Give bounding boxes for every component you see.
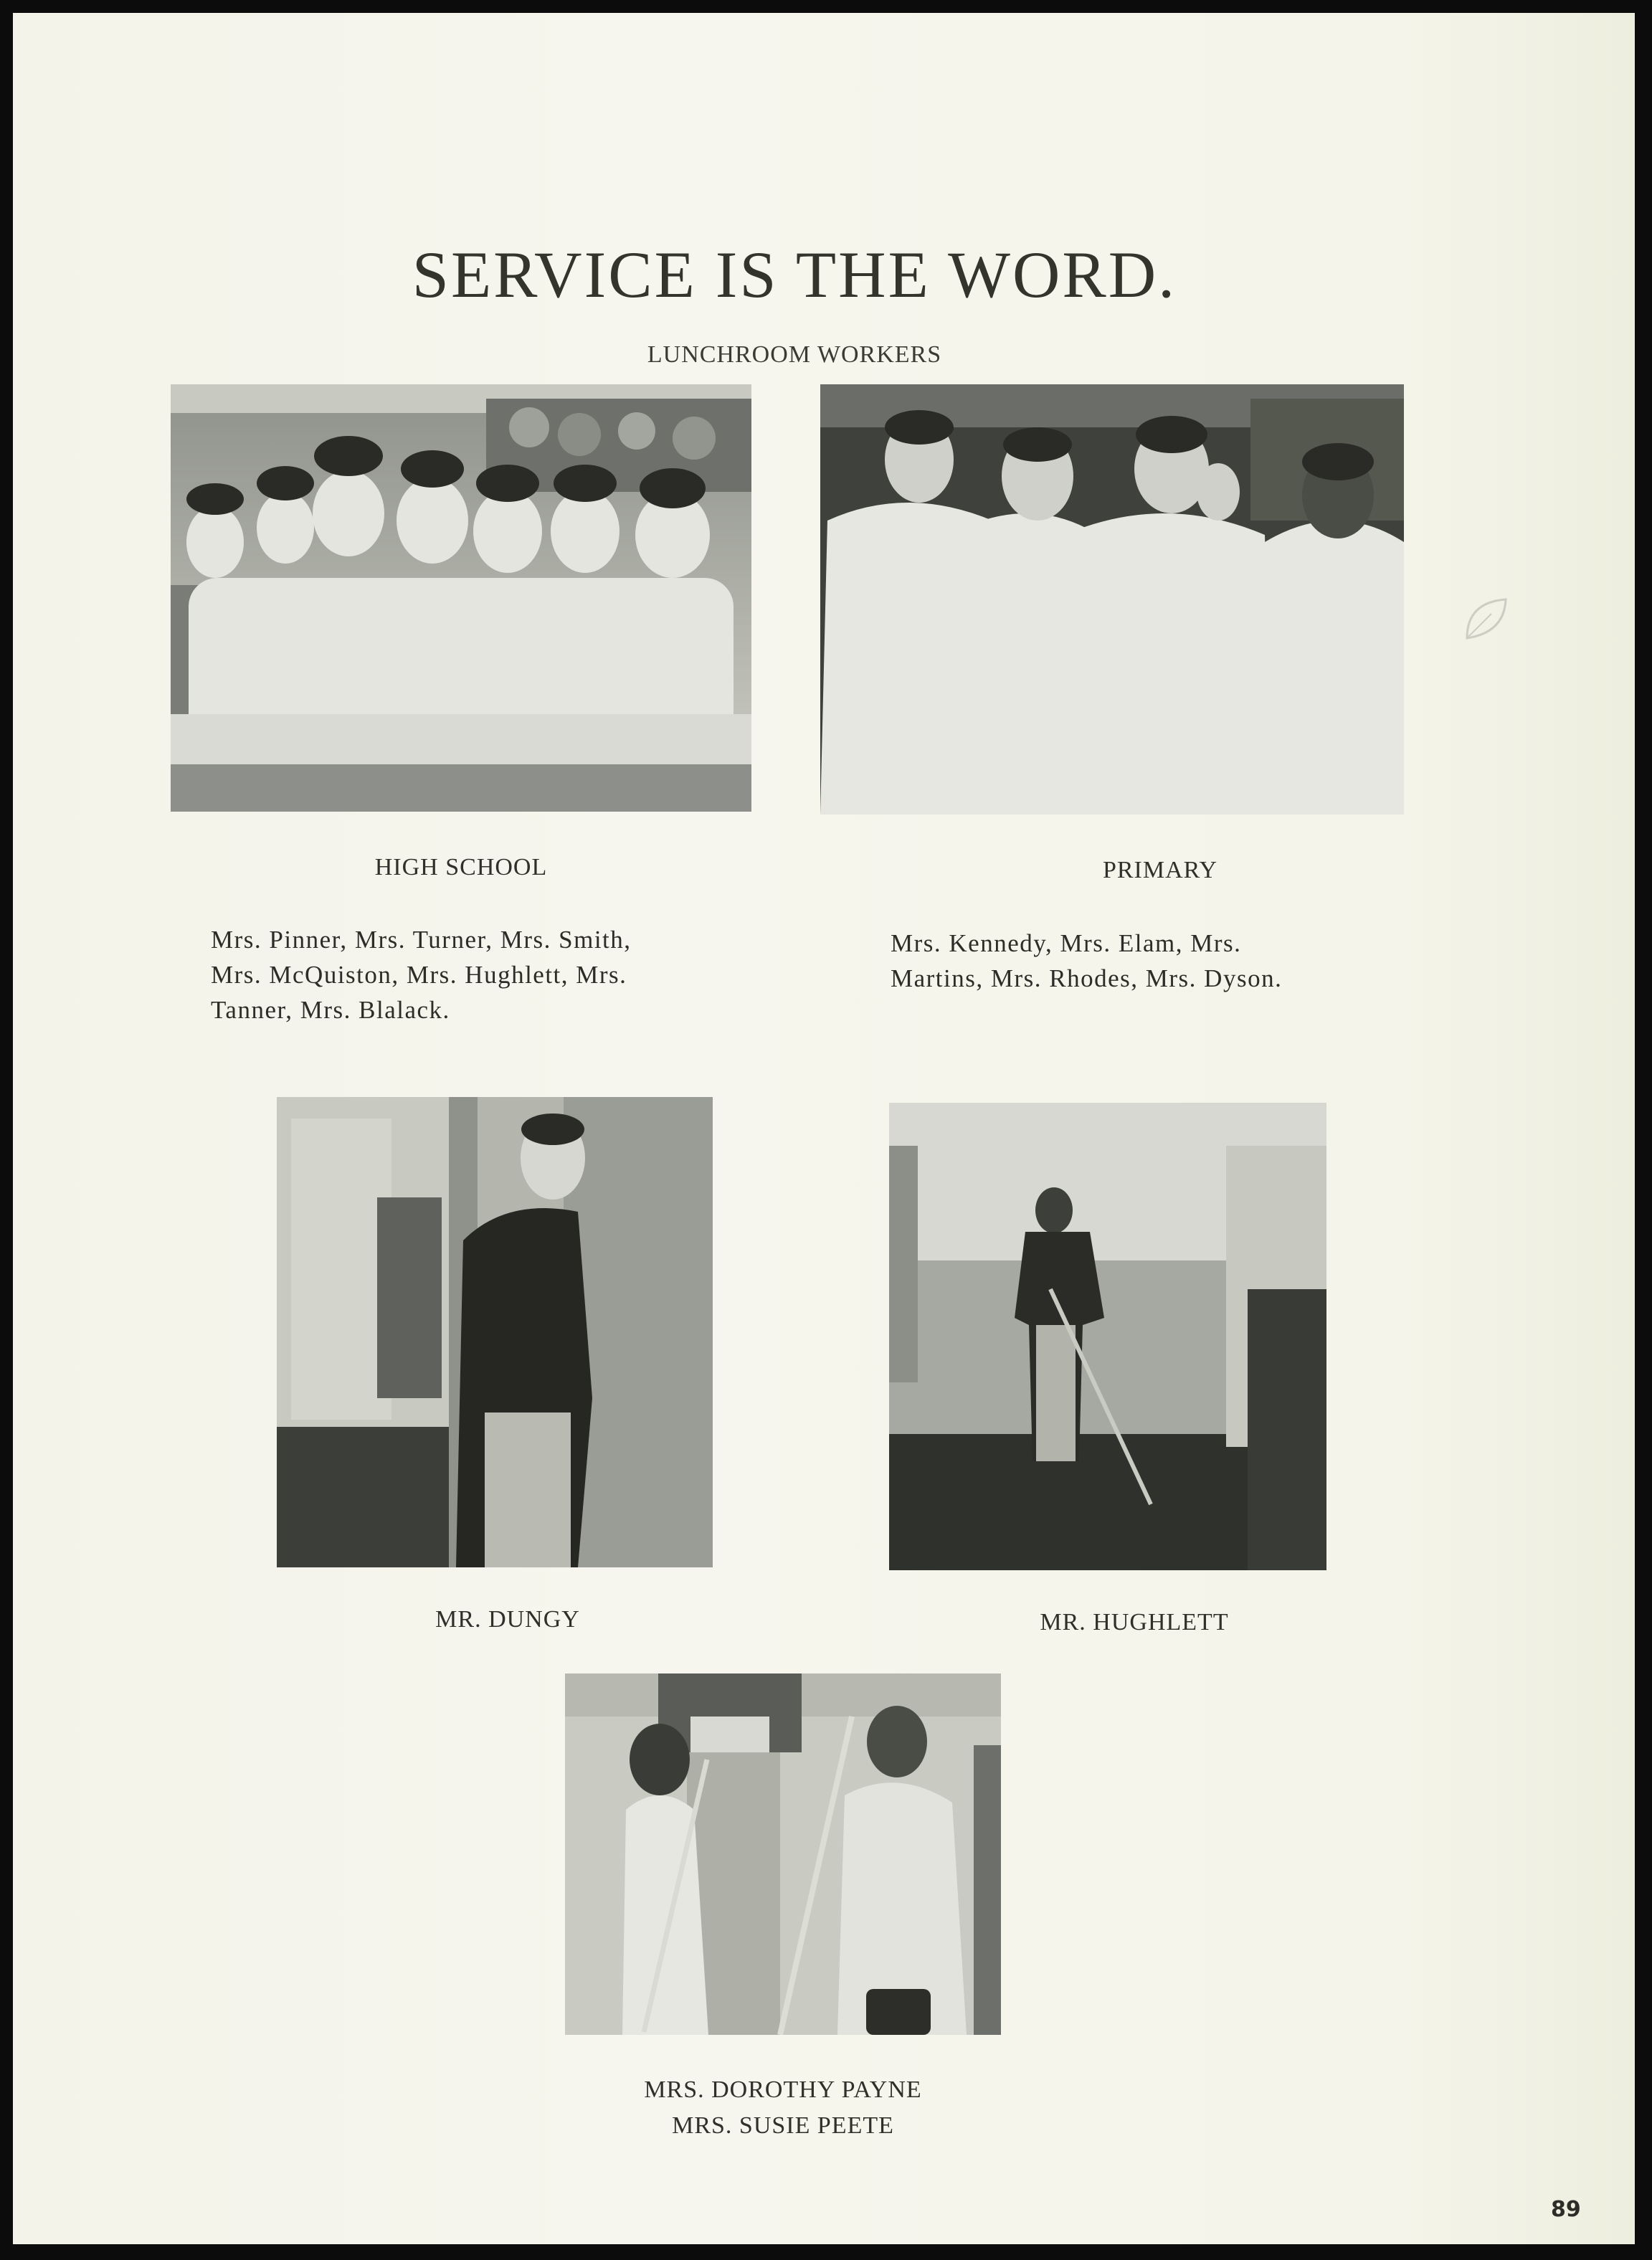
names-line: Mrs. Pinner, Mrs. Turner, Mrs. Smith,	[211, 926, 632, 954]
leaf-watermark-icon	[1463, 595, 1510, 642]
caption-line: MRS. SUSIE PEETE	[672, 2112, 894, 2139]
high-school-names	[211, 922, 756, 1027]
yearbook-page	[13, 13, 1635, 2244]
high-school-caption: HIGH SCHOOL	[374, 854, 548, 880]
primary-names	[891, 926, 1435, 996]
payne-peete-photo	[565, 1673, 1001, 2035]
names-line: Mrs. McQuiston, Mrs. Hughlett, Mrs.	[211, 961, 627, 989]
names-line: Martins, Mrs. Rhodes, Mrs. Dyson.	[891, 964, 1283, 992]
caption-line: MRS. DOROTHY PAYNE	[644, 2076, 922, 2103]
names-line: Tanner, Mrs. Blalack.	[211, 996, 450, 1024]
section-heading: LUNCHROOM WORKERS	[647, 341, 942, 368]
names-line: Mrs. Kennedy, Mrs. Elam, Mrs.	[891, 929, 1242, 957]
high-school-workers-photo	[171, 384, 751, 812]
page-title: SERVICE IS THE WORD.	[412, 237, 1177, 311]
primary-caption: PRIMARY	[1102, 857, 1218, 883]
mr-hughlett-photo	[889, 1103, 1326, 1570]
primary-workers-photo	[820, 384, 1404, 815]
mr-hughlett-caption: MR. HUGHLETT	[1040, 1609, 1229, 1635]
payne-peete-caption	[543, 2072, 1022, 2144]
page-number: 89	[1551, 2197, 1581, 2222]
mr-dungy-photo	[277, 1097, 713, 1567]
mr-dungy-caption: MR. DUNGY	[435, 1606, 580, 1633]
